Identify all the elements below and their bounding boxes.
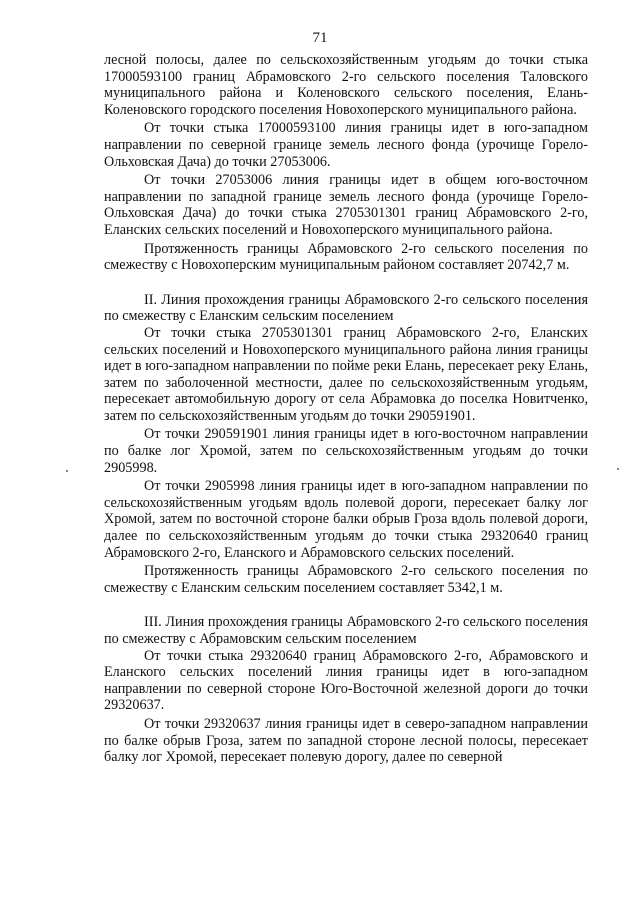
paragraph: От точки стыка 2705301301 границ Абрамовского 2-го, Еланских сельских поселений и Новохоперского муниципального района линия границы идет в юго-западном направлении по пойме реки Елань, пересекает реку Елань, затем по заболоченной местности, далее по сельскохозяйственным угодьям, пересекает автомобильную дорогу от села Абрамовка до поселка Новитченко, затем по сельскохозяйственным угодьям до точки 290591901. bbox=[104, 324, 588, 424]
section-heading-2: II. Линия прохождения границы Абрамовского 2-го сельского поселения по смежеству с Еланским сельским поселением bbox=[104, 291, 588, 325]
scan-speck-right bbox=[617, 468, 619, 470]
section-heading-3: III. Линия прохождения границы Абрамовского 2-го сельского поселения по смежеству с Абрамовским сельским поселением bbox=[104, 614, 588, 647]
paragraph: От точки 290591901 линия границы идет в юго-восточном направлении по балке лог Хромой, затем по сельскохозяйственным угодьям до точки 2905998. bbox=[104, 426, 588, 476]
paragraph-length-summary: Протяженность границы Абрамовского 2-го сельского поселения по смежеству с Новохоперским муниципальным районом составляет 20742,7 м. bbox=[104, 240, 588, 274]
document-body bbox=[104, 52, 588, 766]
scan-speck-left bbox=[66, 470, 68, 472]
paragraph-continuation: лесной полосы, далее по сельскохозяйственным угодьям до точки стыка 17000593100 границ Абрамовского 2-го сельского поселения Таловского муниципального района и Коленовского сельского поселения, Елань-Коленовского городского поселения Новохоперского муниципального района. bbox=[104, 52, 588, 118]
paragraph: От точки стыка 17000593100 линия границы идет в юго-западном направлении по северной границе земель лесного фонда (урочище Горело-Ольховская Дача) до точки 27053006. bbox=[104, 120, 588, 170]
paragraph: От точки 29320637 линия границы идет в северо-западном направлении по балке обрыв Гроза, затем по западной стороне лесной полосы, пересекает балку лог Хромой, пересекает полевую дорогу, далее по северной bbox=[104, 715, 588, 766]
paragraph: От точки 2905998 линия границы идет в юго-западном направлении по сельскохозяйственным угодьям вдоль полевой дороги, пересекает балку лог Хромой, затем по восточной стороне балки обрыв Гроза вдоль полевой дороги, далее по сельскохозяйственным угодьям до точки стыка 29320640 границ Абрамовского 2-го, Еланского и Абрамовского сельских поселений. bbox=[104, 478, 588, 561]
page-number: 71 bbox=[312, 30, 328, 46]
paragraph: От точки 27053006 линия границы идет в общем юго-восточном направлении по западной границе земель лесного фонда (урочище Горело-Ольховская Дача) до точки стыка 2705301301 границ Абрамовского 2-го, Еланских сельских поселений и Новохоперского муниципального района. bbox=[104, 172, 588, 238]
paragraph-length-summary: Протяженность границы Абрамовского 2-го сельского поселения по смежеству с Еланским сельским поселением составляет 5342,1 м. bbox=[104, 563, 588, 596]
paragraph: От точки стыка 29320640 границ Абрамовского 2-го, Абрамовского и Еланского сельских поселений линия границы идет в юго-западном направлении по северной стороне Юго-Восточной железной дороги до точки 29320637. bbox=[104, 647, 588, 714]
